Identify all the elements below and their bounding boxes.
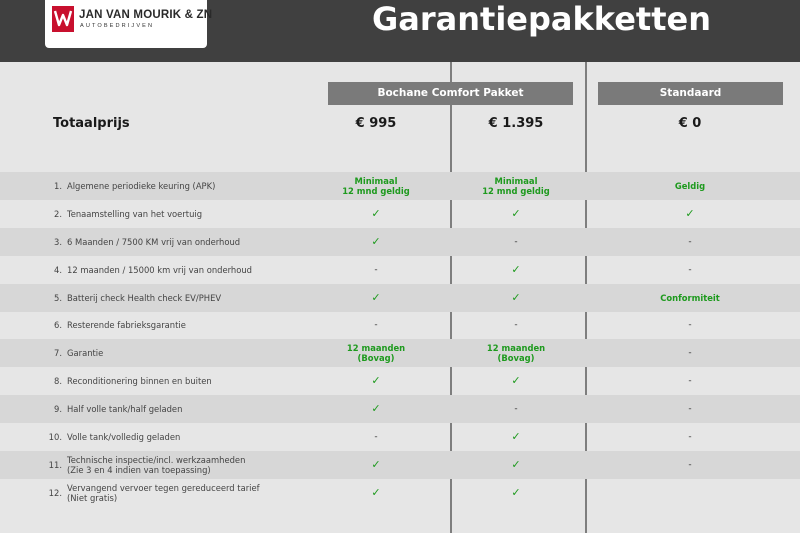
comfort-12-cell bbox=[316, 479, 436, 507]
standard-cell bbox=[630, 228, 750, 256]
cell-value-line2: (Bovag) bbox=[357, 353, 395, 363]
cell-value-line2: (Bovag) bbox=[497, 353, 535, 363]
cell-value: Conformiteit bbox=[660, 293, 720, 303]
table-row bbox=[0, 284, 800, 312]
standard-cell bbox=[630, 367, 750, 395]
table-row bbox=[0, 423, 800, 451]
cell-value: Minimaal bbox=[354, 176, 398, 186]
comfort-24-cell bbox=[456, 284, 576, 312]
logo-mark-icon bbox=[52, 6, 74, 32]
comfort-12-cell bbox=[316, 451, 436, 479]
row-number: 10. bbox=[48, 432, 62, 442]
comfort-package-header: Bochane Comfort Pakket bbox=[328, 82, 573, 105]
standard-cell bbox=[630, 172, 750, 200]
row-label bbox=[67, 284, 307, 312]
checkmark-icon: ✓ bbox=[371, 374, 381, 387]
table-row bbox=[0, 200, 800, 228]
row-label bbox=[67, 311, 307, 339]
row-label-text: 6 Maanden / 7500 KM vrij van onderhoud bbox=[67, 237, 241, 247]
table-row bbox=[0, 395, 800, 423]
price-comfort-12: € 995 bbox=[355, 116, 397, 131]
row-label bbox=[67, 395, 307, 423]
row-label bbox=[67, 172, 307, 200]
table-row bbox=[0, 451, 800, 479]
row-number: 6. bbox=[54, 320, 62, 330]
logo-company-subtitle: AUTOBEDRIJVEN bbox=[80, 23, 155, 29]
table-row bbox=[0, 479, 800, 507]
table-row bbox=[0, 339, 800, 367]
row-label bbox=[67, 339, 307, 367]
dash-mark: - bbox=[688, 320, 692, 330]
dash-mark: - bbox=[688, 376, 692, 386]
checkmark-icon: ✓ bbox=[511, 374, 521, 387]
row-number: 12. bbox=[48, 488, 62, 498]
row-label bbox=[67, 423, 307, 451]
comfort-12-cell bbox=[316, 172, 436, 200]
cell-value: Geldig bbox=[674, 181, 706, 191]
row-label bbox=[67, 367, 307, 395]
comfort-24-cell bbox=[456, 200, 576, 228]
comfort-12-cell bbox=[316, 367, 436, 395]
checkmark-icon: ✓ bbox=[511, 486, 521, 499]
row-label-text: Batterij check Health check EV/PHEV bbox=[67, 293, 222, 303]
comfort-12-cell bbox=[316, 228, 436, 256]
dash-mark: - bbox=[374, 432, 378, 442]
checkmark-icon: ✓ bbox=[511, 263, 521, 276]
dash-mark: - bbox=[688, 432, 692, 442]
row-label-text: Algemene periodieke keuring (APK) bbox=[67, 181, 216, 191]
row-label bbox=[67, 479, 307, 507]
row-number: 8. bbox=[54, 376, 62, 386]
comfort-24-cell bbox=[456, 172, 576, 200]
table-row bbox=[0, 256, 800, 284]
comfort-24-cell bbox=[456, 339, 576, 367]
standard-cell bbox=[630, 339, 750, 367]
comfort-24-cell bbox=[456, 479, 576, 507]
row-label-text: Garantie bbox=[67, 348, 104, 358]
standard-cell bbox=[630, 256, 750, 284]
row-number: 5. bbox=[54, 293, 62, 303]
dash-mark: - bbox=[688, 404, 692, 414]
row-label bbox=[67, 451, 307, 479]
page-header bbox=[0, 0, 800, 62]
dash-mark: - bbox=[688, 348, 692, 358]
comfort-24-cell bbox=[456, 423, 576, 451]
row-label-text: Volle tank/volledig geladen bbox=[67, 432, 181, 442]
checkmark-icon: ✓ bbox=[511, 430, 521, 443]
dash-mark: - bbox=[688, 265, 692, 275]
standard-cell bbox=[630, 200, 750, 228]
total-price-label: Totaalprijs bbox=[53, 116, 130, 131]
row-label-text: Technische inspectie/incl. werkzaamheden bbox=[67, 455, 246, 465]
row-label-note: (Zie 3 en 4 indien van toepassing) bbox=[67, 465, 211, 475]
checkmark-icon: ✓ bbox=[511, 458, 521, 471]
standard-cell bbox=[630, 423, 750, 451]
comfort-12-cell bbox=[316, 423, 436, 451]
page-title: Garantiepakketten bbox=[372, 0, 711, 38]
standard-cell bbox=[630, 451, 750, 479]
cell-value: Minimaal bbox=[494, 176, 538, 186]
dash-mark: - bbox=[688, 237, 692, 247]
checkmark-icon: ✓ bbox=[371, 458, 381, 471]
dash-mark: - bbox=[688, 460, 692, 470]
standard-cell bbox=[630, 284, 750, 312]
cell-value: 12 maanden bbox=[486, 343, 546, 353]
comfort-24-cell bbox=[456, 228, 576, 256]
cell-value-line2: 12 mnd geldig bbox=[342, 186, 410, 196]
row-number: 11. bbox=[48, 460, 62, 470]
dash-mark: - bbox=[374, 265, 378, 275]
checkmark-icon: ✓ bbox=[371, 486, 381, 499]
logo-company-name: JAN VAN MOURIK & ZN bbox=[79, 9, 213, 21]
row-label-text: Vervangend vervoer tegen gereduceerd tarief bbox=[67, 483, 260, 493]
comfort-24-cell bbox=[456, 256, 576, 284]
row-label-text: 12 maanden / 15000 km vrij van onderhoud bbox=[67, 265, 252, 275]
standard-package-header: Standaard bbox=[598, 82, 783, 105]
dash-mark: - bbox=[514, 320, 518, 330]
row-label-text: Resterende fabrieksgarantie bbox=[67, 320, 186, 330]
row-number: 7. bbox=[54, 348, 62, 358]
row-label-text: Reconditionering binnen en buiten bbox=[67, 376, 212, 386]
standard-cell bbox=[630, 395, 750, 423]
checkmark-icon: ✓ bbox=[371, 291, 381, 304]
checkmark-icon: ✓ bbox=[511, 207, 521, 220]
comfort-12-cell bbox=[316, 339, 436, 367]
checkmark-icon: ✓ bbox=[371, 207, 381, 220]
dash-mark: - bbox=[374, 320, 378, 330]
table-row bbox=[0, 311, 800, 339]
checkmark-icon: ✓ bbox=[371, 402, 381, 415]
price-comfort-24: € 1.395 bbox=[488, 116, 544, 131]
row-label-text: Half volle tank/half geladen bbox=[67, 404, 183, 414]
table-row bbox=[0, 367, 800, 395]
dash-mark: - bbox=[514, 237, 518, 247]
comfort-24-cell bbox=[456, 395, 576, 423]
row-label-note: (Niet gratis) bbox=[67, 493, 118, 503]
row-number: 1. bbox=[54, 181, 62, 191]
standard-cell bbox=[630, 311, 750, 339]
price-standard: € 0 bbox=[678, 116, 702, 131]
company-logo[interactable] bbox=[45, 0, 213, 48]
comfort-24-cell bbox=[456, 451, 576, 479]
table-row bbox=[0, 172, 800, 200]
row-label bbox=[67, 200, 307, 228]
comfort-12-cell bbox=[316, 256, 436, 284]
row-label-text: Tenaamstelling van het voertuig bbox=[67, 209, 203, 219]
comfort-12-cell bbox=[316, 284, 436, 312]
row-label bbox=[67, 228, 307, 256]
row-label bbox=[67, 256, 307, 284]
comfort-12-cell bbox=[316, 200, 436, 228]
row-number: 3. bbox=[54, 237, 62, 247]
checkmark-icon: ✓ bbox=[511, 291, 521, 304]
comfort-24-cell bbox=[456, 367, 576, 395]
row-number: 2. bbox=[54, 209, 62, 219]
comfort-24-cell bbox=[456, 311, 576, 339]
standard-cell bbox=[630, 479, 750, 507]
row-number: 4. bbox=[54, 265, 62, 275]
table-row bbox=[0, 228, 800, 256]
checkmark-icon: ✓ bbox=[371, 235, 381, 248]
comfort-12-cell bbox=[316, 311, 436, 339]
comfort-12-cell bbox=[316, 395, 436, 423]
row-number: 9. bbox=[54, 404, 62, 414]
cell-value-line2: 12 mnd geldig bbox=[482, 186, 550, 196]
checkmark-icon: ✓ bbox=[685, 207, 695, 220]
cell-value: 12 maanden bbox=[346, 343, 406, 353]
dash-mark: - bbox=[514, 404, 518, 414]
